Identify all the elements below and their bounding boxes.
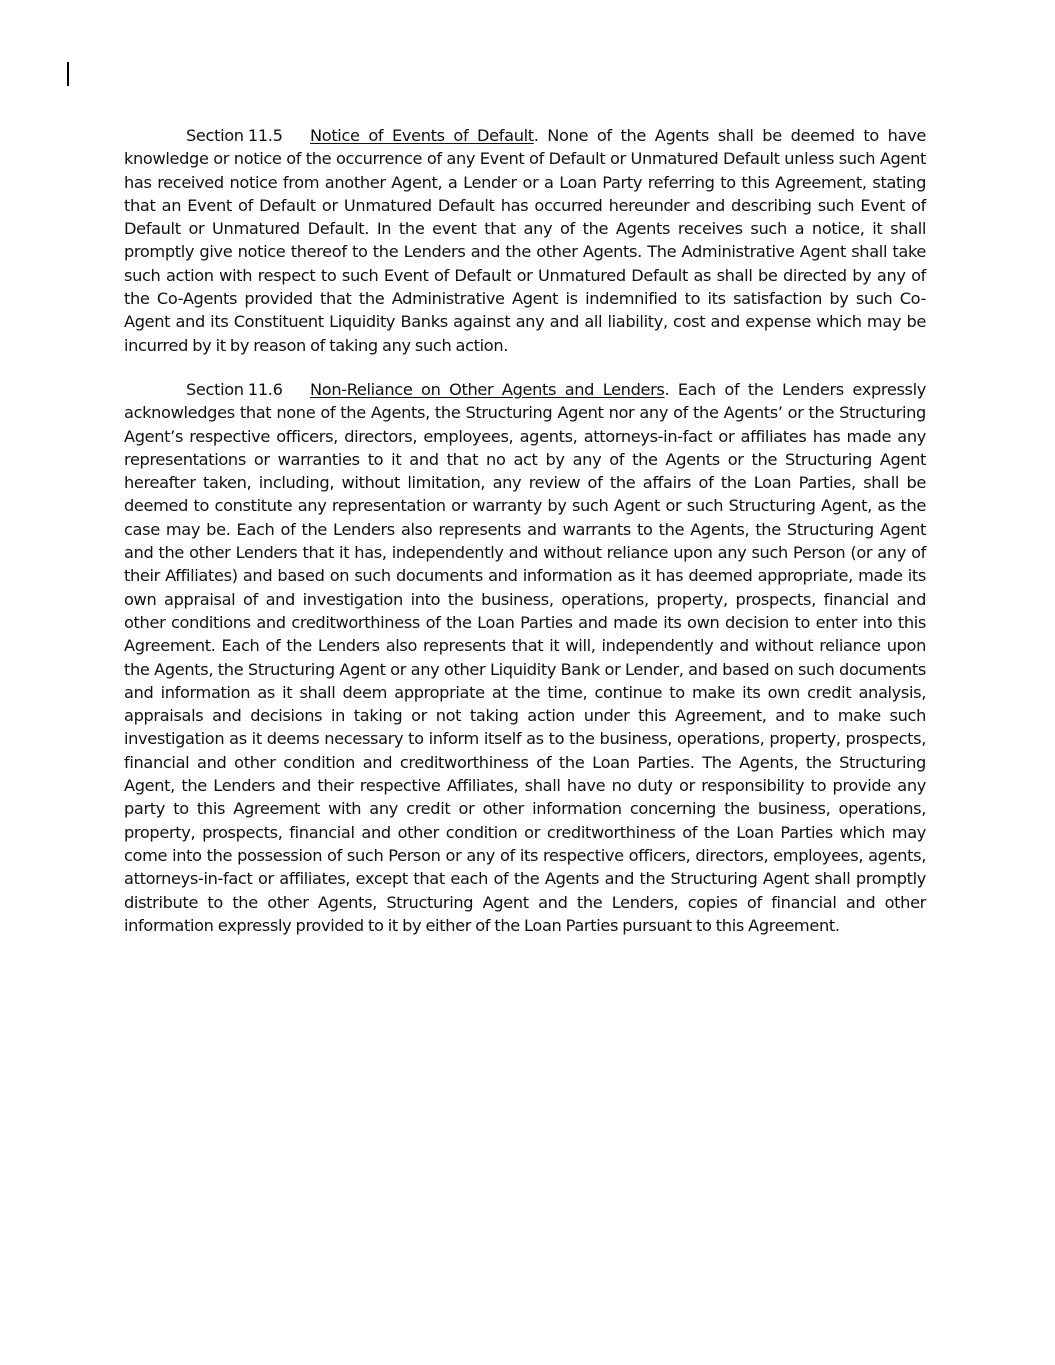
section-11-6-paragraph bbox=[124, 378, 926, 937]
section-body: . None of the Agents shall be deemed to have knowledge or notice of the occurrence of any Event of Default or Unmatured Default unless such Agent has received notice from another Agent, a Lender or a Loan Party referring to this Agreement, stating that an Event of Default or Unmatured Default has occurred hereunder and describing such Event of Default or Unmatured Default. In the event that any of the Agents receives such a notice, it shall promptly give notice thereof to the Lenders and the other Agents. The Administrative Agent shall take such action with respect to such Event of Default or Unmatured Default as shall be directed by any of the Co-Agents provided that the Administrative Agent is indemnified to its satisfaction by such Co-Agent and its Constituent Liquidity Banks against any and all liability, cost and expense which may be incurred by it by reason of taking any such action. bbox=[124, 126, 927, 355]
section-body: . Each of the Lenders expressly acknowledges that none of the Agents, the Structuring Agent nor any of the Agents’ or the Structuring Agent’s respective officers, directors, employees, agents, attorneys-in-fact or affiliates has made any representations or warranties to it and that no act by any of the Agents or the Structuring Agent hereafter taken, including, without limitation, any review of the affairs of the Loan Parties, shall be deemed to constitute any representation or warranty by such Agent or such Structuring Agent, as the case may be. Each of the Lenders also represents and warrants to the Agents, the Structuring Agent and the other Lenders that it has, independently and without reliance upon any such Person (or any of their Affiliates) and based on such documents and information as it has deemed appropriate, made its own appraisal of and investigation into the business, operations, property, prospects, financial and other conditions and creditworthiness of the Loan Parties and made its own decision to enter into this Agreement. Each of the Lenders also represents that it will, independently and without reliance upon the Agents, the Structuring Agent or any other Liquidity Bank or Lender, and based on such documents and information as it shall deem appropriate at the time, continue to make its own credit analysis, appraisals and decisions in taking or not taking action under this Agreement, and to make such investigation as it deems necessary to inform itself as to the business, operations, property, prospects, financial and other condition and creditworthiness of the Loan Parties. The Agents, the Structuring Agent, the Lenders and their respective Affiliates, shall have no duty or responsibility to provide any party to this Agreement with any credit or other information concerning the business, operations, property, prospects, financial and other condition or creditworthiness of the Loan Parties which may come into the possession of such Person or any of its respective officers, directors, employees, agents, attorneys-in-fact or affiliates, except that each of the Agents and the Structuring Agent shall promptly distribute to the other Agents, Structuring Agent and the Lenders, copies of financial and other information expressly provided to it by either of the Loan Parties pursuant to this Agreement. bbox=[124, 379, 926, 935]
section-number: Section 11.5 bbox=[186, 126, 283, 145]
section-title: Non-Reliance on Other Agents and Lenders bbox=[310, 379, 665, 399]
text-cursor bbox=[67, 62, 69, 86]
section-11-5-paragraph bbox=[124, 124, 926, 357]
section-number: Section 11.6 bbox=[186, 379, 283, 399]
document-page bbox=[124, 124, 926, 937]
section-title: Notice of Events of Default bbox=[310, 126, 534, 145]
